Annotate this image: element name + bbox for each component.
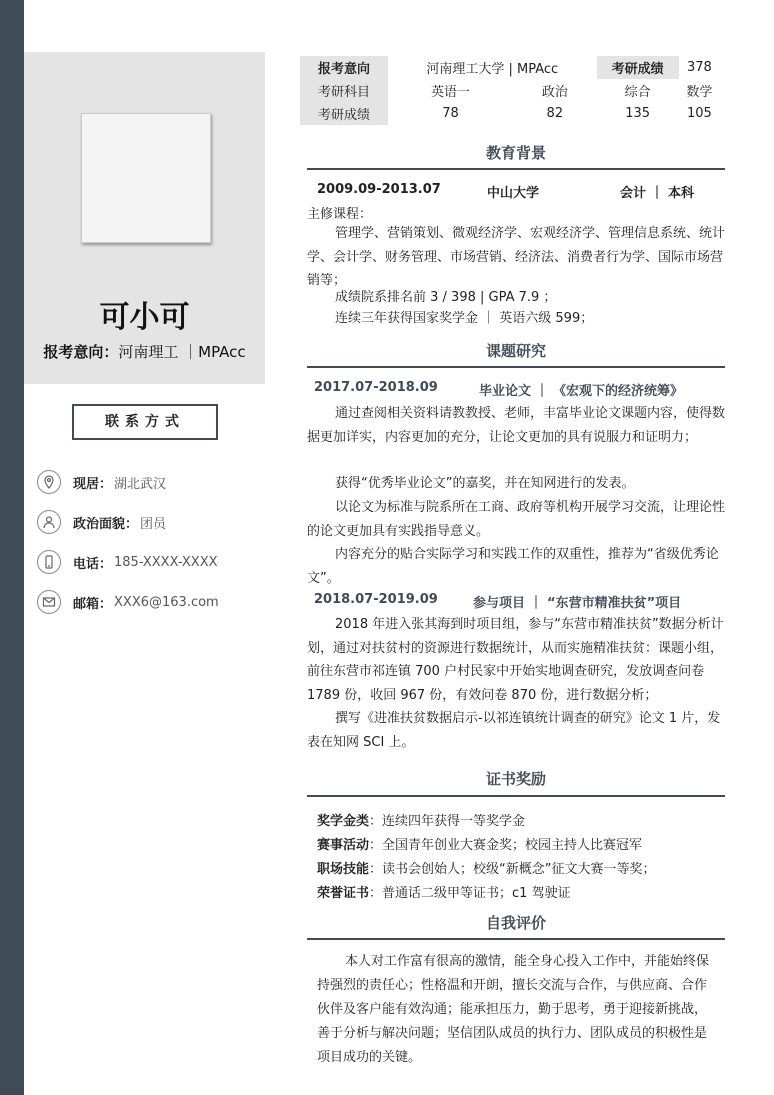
award-item bbox=[317, 834, 642, 853]
exam-scores-label: 考研成绩 bbox=[300, 102, 388, 125]
exam-score: 135 bbox=[625, 106, 651, 121]
exam-subjects-label: 考研科目 bbox=[300, 79, 388, 102]
self-eval-text: 本人对工作富有很高的激情，能全身心投入工作中，并能始终保持强烈的责任心；性格温和开朗，擅长交流与合作，与供应商、合作伙伴及客户能有效沟通；能承担压力，勤于思考，勇于迎接新挑战，善于分析与解决问题；坚信团队成员的执行力、团队成员的积极性是项目成功的关键。 bbox=[317, 954, 710, 1065]
self-eval-title: 自我评价 bbox=[485, 914, 546, 932]
phone-value: 185-XXXX-XXXX bbox=[114, 554, 218, 570]
exam-subject: 英语一 bbox=[431, 85, 471, 100]
education-scholarship: 连续三年获得国家奖学金 ｜ 英语六级 599； bbox=[335, 311, 594, 326]
exam-subject: 政治 bbox=[541, 85, 568, 100]
candidate-name: 可小可 bbox=[99, 300, 190, 335]
exam-score: 82 bbox=[546, 106, 564, 121]
mail-icon bbox=[37, 590, 61, 614]
phone-label: 电话： bbox=[73, 556, 113, 572]
research-para: 2018 年进入张其海到时项目组，参与“东营市精准扶贫”数据分析计划，通过对扶贫村的资源进行数据统计，从而实施精准扶贫：课题小组，前往东营市祁连镇 700 户村民家中开始实地调查研究，发放调查问卷 1789 份，收回 967 份，有效问卷 870 份，进行数据分析； bbox=[307, 617, 724, 703]
contact-location bbox=[37, 470, 166, 494]
exam-score-total: 378 bbox=[687, 60, 712, 75]
intent-label: 报考意向： bbox=[43, 343, 119, 361]
exam-row-scores bbox=[300, 102, 720, 125]
award-item bbox=[317, 882, 571, 901]
politics-value: 团员 bbox=[140, 516, 167, 532]
education-divider bbox=[307, 168, 725, 170]
location-label: 现居： bbox=[73, 476, 113, 492]
contact-email bbox=[37, 590, 219, 614]
apply-intent bbox=[24, 341, 265, 362]
research-para: 获得“优秀毕业论文”的嘉奖，并在知网进行的发表。 bbox=[335, 476, 635, 491]
research-title: 课题研究 bbox=[485, 342, 546, 360]
research-header-2 bbox=[307, 592, 725, 614]
awards-title: 证书奖励 bbox=[485, 770, 546, 788]
award-label: 职场技能 bbox=[317, 862, 370, 877]
politics-label: 政治面貌： bbox=[73, 516, 139, 532]
award-value: ：全国青年创业大赛金奖；校园主持人比赛冠军 bbox=[369, 838, 643, 853]
email-label: 邮箱： bbox=[73, 596, 113, 612]
research-period-1: 2017.07-2018.09 bbox=[314, 380, 438, 395]
award-label: 赛事活动 bbox=[317, 838, 370, 853]
research-period-2: 2018.07-2019.09 bbox=[314, 592, 438, 607]
person-icon bbox=[37, 510, 61, 534]
contact-title: 联系方式 bbox=[72, 404, 218, 440]
award-value: ：读书会创始人；校级“新概念”征文大赛一等奖； bbox=[369, 862, 656, 877]
exam-row-subjects bbox=[300, 79, 720, 102]
courses-label: 主修课程： bbox=[307, 207, 373, 222]
award-value: ：普通话二级甲等证书；c1 驾驶证 bbox=[369, 886, 571, 901]
exam-score: 105 bbox=[687, 106, 712, 121]
research-heading-2: 参与项目 ｜ “东营市精准扶贫”项目 bbox=[473, 596, 682, 611]
exam-row-intent bbox=[300, 56, 720, 79]
phone-icon bbox=[37, 550, 61, 574]
research-heading-1: 毕业论文 ｜ 《宏观下的经济统筹》 bbox=[479, 384, 684, 399]
award-item bbox=[317, 810, 525, 829]
email-value: XXX6@163.com bbox=[114, 594, 219, 610]
intent-value: 河南理工 ｜MPAcc bbox=[118, 343, 246, 361]
exam-subject: 综合 bbox=[624, 85, 651, 100]
courses-text: 管理学、营销策划、微观经济学、宏观经济学、管理信息系统、统计学、会计学、财务管理、市场营销、经济法、消费者行为学、国际市场营销等； bbox=[307, 226, 726, 288]
education-rank: 成绩院系排名前 3 / 398 | GPA 7.9 ； bbox=[335, 290, 557, 305]
location-value: 湖北武汉 bbox=[114, 476, 167, 492]
exam-score-label: 考研成绩 bbox=[597, 56, 679, 79]
education-major: 会计 ｜ 本科 bbox=[620, 186, 695, 201]
research-para: 内容充分的贴合实际学习和实践工作的双重性，推荐为“省级优秀论文”。 bbox=[307, 547, 719, 586]
research-para: 撰写《进准扶贫数据启示-以祁连镇统计调查的研究》论文 1 片，发表在知网 SCI 上。 bbox=[307, 711, 721, 750]
left-accent-bar bbox=[0, 0, 24, 1095]
location-icon bbox=[37, 470, 61, 494]
contact-politics bbox=[37, 510, 166, 534]
education-school: 中山大学 bbox=[487, 186, 540, 201]
self-eval-divider bbox=[307, 938, 725, 940]
exam-subject: 数学 bbox=[686, 85, 713, 100]
exam-table bbox=[300, 56, 720, 125]
award-label: 荣誉证书 bbox=[317, 886, 370, 901]
research-header-1 bbox=[307, 380, 725, 402]
education-title: 教育背景 bbox=[485, 144, 546, 162]
contact-phone bbox=[37, 550, 218, 574]
education-period: 2009.09-2013.07 bbox=[317, 182, 441, 197]
award-item bbox=[317, 858, 656, 877]
exam-intent-label: 报考意向 bbox=[300, 56, 388, 79]
exam-intent-value: 河南理工大学 | MPAcc bbox=[426, 62, 559, 77]
exam-score: 78 bbox=[442, 106, 459, 121]
photo-placeholder bbox=[81, 113, 211, 243]
research-para: 以论文为标准与院系所在工商、政府等机构开展学习交流，让理论性的论文更加具有实践指导意义。 bbox=[307, 500, 726, 539]
awards-divider bbox=[307, 795, 725, 797]
research-divider bbox=[307, 366, 725, 368]
education-header bbox=[307, 182, 725, 204]
research-para: 通过查阅相关资料请教教授、老师，丰富毕业论文课题内容，使得数据更加详实，内容更加的充分，让论文更加的具有说服力和证明力； bbox=[307, 406, 726, 445]
award-value: ：连续四年获得一等奖学金 bbox=[369, 814, 526, 829]
award-label: 奖学金类 bbox=[317, 814, 370, 829]
